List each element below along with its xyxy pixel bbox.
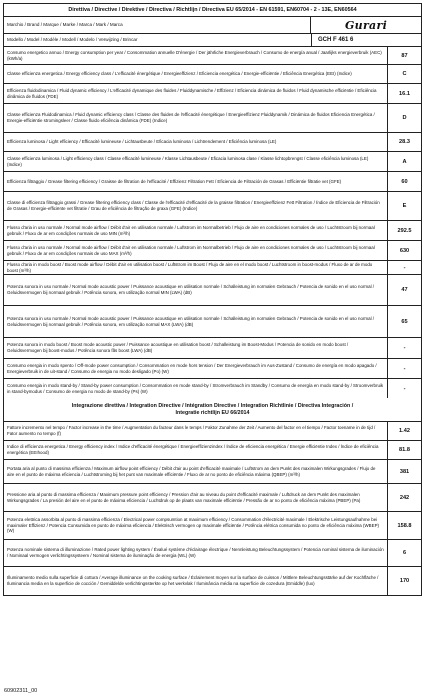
spec-label: Classe di efficienza filtraggio grassi / Grease filtering efficiency class / Classe de l'efficacité d'efficacité de la graisse filtration / Energieeffizienz Fett Filtration / Índice de Eficiencia de Filtración de Grasas / Energie-efficiënte vet filtratie / Grau de eficiência de filtração de graxa (GFE) (Indice) (7, 200, 380, 211)
spec-label: Pressione aria al punto di massima efficienza / Maximum pressure point efficiency / Pression d'air au niveau du point d'efficacité maximale / Luftdruck an dem Punkt des maximalen Wirkungsgrades / La presión del aire en el punto de máxima eficiencia / Luchtdruk op de plaats van maximale efficiëntie / Pressão de ar no ponto de eficiência máxima (PBEP) (Pa) (7, 491, 361, 503)
spec-row (4, 306, 421, 338)
spec-label: Classe efficienza Fluidodinamica / Fluid dynamic efficiency class / Classe des fluides de l'efficacité énergétique / Energieeffizienz Fluiddynamik / Dinámica de fluidos Eficiencia Energética / Energie-efficiëntie stromingsleer / Classe fluido eficiência dinâmica (FDE) (Indice) (7, 112, 375, 123)
spec-value: 6 (387, 540, 421, 566)
integration-directive-header (4, 398, 421, 422)
spec-label: Consumo energia in modo stand-by / Stand-by power consumption / Consommation en mode stand-by / Stromverbrauch im Standby / Consumo de energía en modo stand-by / Stroomverbruik in stand-bymodus / Consumo de energia no modo de stand-by (Ps) (W) (7, 382, 384, 394)
spec-value: - (387, 338, 421, 358)
spec-value: 1.42 (387, 422, 421, 440)
spec-label: Potenza sonora in modo boost / Boost mode acoustic power / Puissance acoustique en utilisation boost / Schalleistung im Boost-Modus / Potencia de sonido en modo boost / Geluidsvermogen bij boost-modus / Potência sonora fãs boost (LWA) (dB) (7, 342, 349, 353)
spec-label: Consumo energia in modo spento / Off-mode power consumption / Consommation en mode hors tension / Der Energieverbrauch im Aus-Zustand / Consumo de energía en modo apagado / Energieverbruik in de uit-stand / Consumo de energia no modo desligado (Po) (W) (7, 362, 377, 374)
spec-row (4, 84, 421, 104)
spec-row (4, 241, 421, 261)
spec-value: 28.3 (387, 133, 421, 151)
spec-row (4, 152, 421, 172)
spec-label: Potenza nominale sistema di illuminazione / Rated power lighting system / Évalué système d'éclairage électrique / Nennleistung Beleuchtungssystem / Potencia nominal sistema de iluminación / Nominaal vermogen verlichtingssysteem / Nominal sistema de iluminação de energia (WL) (W) (7, 547, 384, 558)
spec-label: Flusso d'aria in uso normale / Normal mode airflow / Débit d'air en utilisation normale / Luftstrom im Normalbetrieb / Flujo de aire en condiciones normales de uso / Luchtstroom bij normaal gebruik / Fluxo de ar em condições normais de uso MIN (m³/h) (7, 224, 375, 236)
spec-row (4, 379, 421, 398)
model-row (4, 34, 421, 47)
spec-row (4, 338, 421, 359)
spec-value: D (387, 104, 421, 132)
spec-value: 87 (387, 47, 421, 64)
spec-value: C (387, 65, 421, 83)
spec-value: 60 (387, 172, 421, 191)
spec-label: Fattore incremento nel tempo / Factor increase in the time / Augmentation du facteur dans le temps / Faktor Zunahme der Zeit / Aumento del factor en el tiempo / Factor toename in de tijd / Fator aumento no tempo (f) (7, 425, 376, 436)
spec-value: - (387, 261, 421, 274)
spec-value: 47 (387, 275, 421, 305)
spec-value: 292.5 (387, 221, 421, 240)
model-label: Modello / Model / Modèle / Modell / Modelo / Verwijzing / Brincar (7, 37, 138, 43)
spec-label: Flusso d'aria in modo boost / Boost mode airflow / Débit d'air en utilisation boost / Luftstrom im Boost / Flujo de aire en el modo boost / Luchtstroom in boost-modus / Fluxo de ar de modo boost (m³/h) (7, 261, 373, 273)
spec-value: 170 (387, 567, 421, 595)
spec-label: Portata aria al punto di massima efficienza / Maximum airflow point efficiency / Débit d'air au point d'efficacité maximale / Luftstrom an dem Punkt des maximalen Wirkungsgrades / Flujo de aire en el punto de máxima eficiencia / Luchtstroming bij het punt van maximale efficiëntie / Fluxo de ar no ponto de eficiência máxima (QBEP) (m³/h) (7, 465, 376, 477)
spec-row (4, 221, 421, 241)
spec-row (4, 484, 421, 512)
spec-row (4, 359, 421, 379)
spec-label: Efficienza fluidodinamica / Fluid dynamic efficiency / L'efficacité dynamique des fluides / Fluiddynamische / Effizienz / Eficiencia dinámica de fluidos / Fluid dynamische efficiëntie / Eficiência dinâmica de fluidos (FDE) (7, 87, 377, 99)
spec-value: 81.8 (387, 441, 421, 459)
model-value: GCH F 461 6 (311, 34, 421, 46)
spec-label: Potenza elettrica assorbita al punto di massima efficienza / Electrical power compsumtion at maximum efficiency / Consommation d'électricité maximale / Elektrische Leistungsaufnahme bei maximaler Effizienz / Potencia Consumida en punto de máxima eficiencia / Elektrisch vermogen op maximale efficiëntie / Potência elétrica consumida no ponto de eficiência máxima (WBEP) (W) (7, 517, 380, 534)
brand-logo: Gurari (344, 18, 388, 32)
spec-label: Classe efficienza energetica / Energy efficiency class / L'efficacité énergétique / Energieeffizienz / Eficiencia energética / Energie-efficiëntie / Eficiência Energética (EEI) (Indice) (7, 71, 352, 77)
spec-value: 16.1 (387, 84, 421, 103)
directive-title: Direttiva / Directive / Direktive / Directiva / Richtlijn / Directiva EU 65/2014 - EN 61591, EN60704 - 2 - 13E, EN60564 (4, 4, 421, 17)
spec-label: Flusso d'aria in uso normale / Normal mode airflow / Débit d'air en utilisation normale / Luftstrom im Normalbetrieb / Flujo de aire en condiciones normales de uso / Luchtstroom bij normaal gebruik / Fluxo de ar em condições normais de uso MAX (m³/h) (7, 244, 375, 256)
spec-row (4, 441, 421, 460)
spec-value: A (387, 152, 421, 171)
spec-row (4, 133, 421, 152)
spec-table-main (4, 47, 421, 398)
spec-label: Consumo energetico annuo / Energy consumption per year / Consommation annuelle D'énergie / Der jährliche Energieverbrauch / Consumo de energía anual / Jaarlijks energieverbruik (AEC) (kWh/a) (7, 49, 382, 61)
spec-row (4, 540, 421, 567)
spec-label: Efficienza luminosa / Light efficiency / Efficacité lumineuse / Lichtausbeute / Eficacia luminosa / Lichtrendement / Eficiência luminosa (LE) (7, 139, 277, 145)
spec-value: 242 (387, 484, 421, 511)
spec-label: Potenza sonora in uso normale / Normal mode acoustic power / Puissance acoustique en utilisation normale / Schalleistung im normalen Gebrauch / Potencia de sonido en el uso normal / Geluidsvermogen bij normaal gebruik / Potência sonora, em utilização normal MIN (LWA) (dB) (7, 284, 375, 295)
spec-row (4, 460, 421, 484)
spec-row (4, 47, 421, 65)
spec-label: Efficienza filtraggio / Grease filtering efficiency / Graisse de filtration de l'efficacité / Effizienz Filtration Fett / Eficiencia de Filtración de Grasas / Efficiëntie filtratie vet (GFE) (7, 178, 342, 184)
spec-value: E (387, 192, 421, 220)
spec-value: 381 (387, 460, 421, 483)
spec-value: 630 (387, 241, 421, 260)
spec-value: - (387, 379, 421, 398)
integration-directive-line-2: Integratie richtlijn EU 66/2014 (175, 409, 250, 416)
spec-row (4, 172, 421, 192)
spec-table-integration (4, 422, 421, 595)
brand-row (4, 17, 421, 34)
spec-row (4, 275, 421, 306)
spec-row (4, 65, 421, 84)
spec-label: Indice di efficienza energetica / Energy efficiency index / Indice d'efficacité énergétique / Energieeffizienzindex / Índice de eficiencia energética / Energie efficiëntie Index / Índice de eficiência energética (EEIhood) (7, 444, 379, 455)
energy-label-sheet (3, 3, 422, 596)
spec-value: - (387, 359, 421, 378)
spec-row (4, 192, 421, 221)
spec-row (4, 512, 421, 540)
spec-label: Illuminamento medio sulla superficie di cottura / Average illuminance on the cooking surface / Éclairement moyen sur la surface de cuisson / Mittlere Beleuchtungsstärke auf der Kochfläche / Iluminancia media en la superficie de cocción / Gemiddelde verlichtingssterkte op het werkvlak / Iluminância média na superfície de cozedura (Emiddle) (lux) (7, 575, 379, 586)
integration-directive-line-1: Integrazione direttiva / Integration Directive / Intégration Directive / Integration Richtlinie / Directiva Integración / (71, 402, 354, 409)
spec-row (4, 104, 421, 133)
brand-logo-cell (310, 17, 421, 33)
spec-row (4, 422, 421, 441)
spec-row (4, 567, 421, 595)
document-code: 60902311_00 (4, 688, 38, 694)
brand-label: Marchio / Brand / Marque / Marke / Marca / Mark / Marca (7, 22, 123, 28)
spec-label: Classe efficienza luminosa / Light efficiency class / Classe efficacité lumineuse / Klasse Lichtausbeute / Eficacia luminosa clase / Klasse lichtopbrengst / Classe eficiência luminosa (LE) (Indice) (7, 155, 369, 167)
spec-value: 65 (387, 306, 421, 337)
spec-label: Potenza sonora in uso normale / Normal mode acoustic power / Puissance acoustique en utilisation normale / Schalleistung im normalen Gebrauch / Potencia de sonido en el uso normal / Geluidsvermogen bij normaal gebruik / Potência sonora, em utilização normal MAX (LWA) (dB) (7, 315, 375, 327)
spec-row (4, 261, 421, 275)
spec-value: 158.8 (387, 512, 421, 539)
